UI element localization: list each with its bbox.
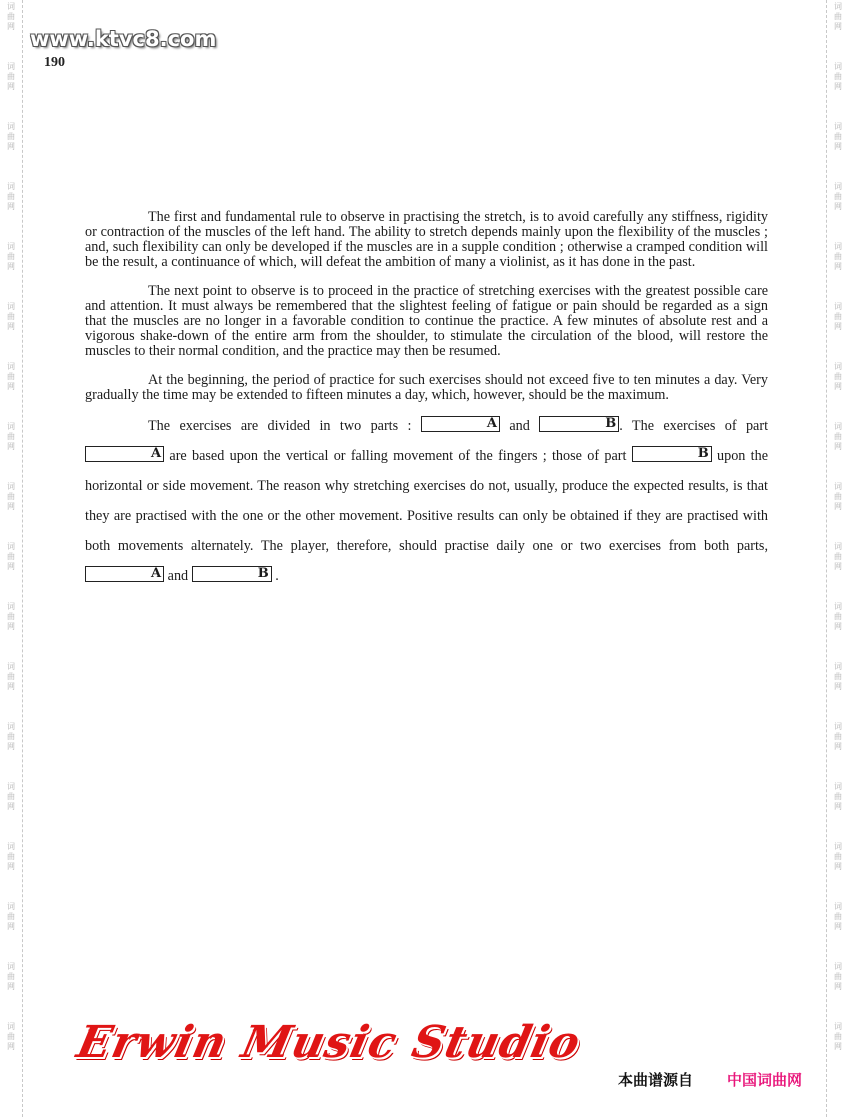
strip-watermark-mark: 词 曲 网 (7, 422, 15, 451)
source-label: 本曲谱源自 (618, 1071, 694, 1089)
and-text: and (509, 418, 530, 434)
strip-watermark-mark: 词 曲 网 (834, 422, 842, 451)
strip-watermark-mark: 词 曲 网 (834, 602, 842, 631)
strip-watermark-mark: 词 曲 网 (7, 542, 15, 571)
strip-watermark-mark: 词 曲 网 (834, 842, 842, 871)
strip-watermark-mark: 词 曲 网 (7, 962, 15, 991)
strip-watermark-mark: 词 曲 网 (7, 602, 15, 631)
strip-watermark-mark: 词 曲 网 (7, 122, 15, 151)
paragraph-2: The next point to observe is to proceed in the practice of stretching exercises with the greatest possible care and attention. It must always be remembered that the slightest feeling of fatigue or pain should be regarded as a sign that the muscles are no longer in a favorable condition to continue the practice. A few minutes of absolute rest and a vigorous shake-down of the entire arm from the shoulder, to stimulate the circulation of the blood, will restore the muscles to their normal condition, and the practice may then be resumed. (85, 283, 768, 359)
strip-watermark-mark: 词 曲 网 (7, 242, 15, 271)
strip-watermark-mark: 词 曲 网 (834, 962, 842, 991)
strip-watermark-mark: 词 曲 网 (834, 662, 842, 691)
strip-watermark-mark: 词 曲 网 (834, 902, 842, 931)
part-a-box: A (421, 416, 500, 432)
paragraph-4-text-3: are based upon the vertical or falling movement of the fingers ; those of part (169, 448, 627, 464)
strip-watermark-mark: 词 曲 网 (7, 782, 15, 811)
source-site-link[interactable]: 中国词曲网 (727, 1071, 803, 1089)
strip-watermark-mark: 词 曲 网 (834, 362, 842, 391)
strip-watermark-mark: 词 曲 网 (834, 1022, 842, 1051)
part-a-box: A (85, 566, 164, 582)
part-b-box: B (192, 566, 272, 582)
strip-watermark-mark: 词 曲 网 (7, 662, 15, 691)
studio-signature-logo: Erwin Music Studio (72, 1017, 586, 1068)
paragraph-4 (85, 411, 768, 591)
paragraph-4-text-4: upon the horizontal or side movement. The reason why stretching exercises do not, usually, produce the expected results, is that they are practised with the one or the other movement. Positive results can only be obtained if they are practised with both movements alternately. The player, therefore, should practise daily one or two exercises from both parts, (85, 448, 769, 554)
strip-watermark-mark: 词 曲 网 (7, 2, 15, 31)
part-b-box: B (632, 446, 712, 462)
part-b-box: B (539, 416, 619, 432)
strip-watermark-mark: 词 曲 网 (834, 302, 842, 331)
strip-watermark-mark: 词 曲 网 (7, 842, 15, 871)
strip-watermark-mark: 词 曲 网 (7, 722, 15, 751)
page-number: 190 (44, 55, 65, 70)
strip-watermark-mark: 词 曲 网 (834, 182, 842, 211)
part-a-box: A (85, 446, 164, 462)
strip-watermark-mark: 词 曲 网 (7, 62, 15, 91)
strip-watermark-mark: 词 曲 网 (7, 302, 15, 331)
strip-watermark-mark: 词 曲 网 (834, 122, 842, 151)
right-watermark-strip (826, 0, 849, 1117)
strip-watermark-mark: 词 曲 网 (834, 482, 842, 511)
paragraph-4-text-5: . (275, 568, 279, 584)
strip-watermark-mark: 词 曲 网 (834, 2, 842, 31)
strip-watermark-mark: 词 曲 网 (7, 482, 15, 511)
left-watermark-strip (0, 0, 23, 1117)
paragraph-3: At the beginning, the period of practice for such exercises should not exceed five to ten minutes a day. Very gradually the time may be extended to fifteen minutes a day, which, however, should be the maximum. (85, 372, 768, 403)
paragraph-4-text-1: The exercises are divided in two parts : (148, 418, 412, 434)
strip-watermark-mark: 词 曲 网 (834, 722, 842, 751)
strip-watermark-mark: 词 曲 网 (834, 782, 842, 811)
strip-watermark-mark: 词 曲 网 (7, 902, 15, 931)
strip-watermark-mark: 词 曲 网 (834, 242, 842, 271)
strip-watermark-mark: 词 曲 网 (7, 362, 15, 391)
paragraph-1: The first and fundamental rule to observe in practising the stretch, is to avoid carefully any stiffness, rigidity or contraction of the muscles of the left hand. The ability to stretch depends mainly upon the flexibility of the muscles ; and, such flexibility can only be developed if the muscles are in a supple condition ; otherwise a cramped condition will be the result, a continuance of which, will defeat the ambition of many a violinist, as it has done in the past. (85, 209, 768, 270)
and-text: and (167, 568, 189, 584)
page-text (85, 210, 768, 605)
strip-watermark-mark: 词 曲 网 (7, 1022, 15, 1051)
strip-watermark-mark: 词 曲 网 (834, 62, 842, 91)
watermark-url: www.ktvc8.com (30, 27, 217, 51)
strip-watermark-mark: 词 曲 网 (834, 542, 842, 571)
strip-watermark-mark: 词 曲 网 (7, 182, 15, 211)
paragraph-4-text-2: . The exercises of part (619, 418, 769, 434)
